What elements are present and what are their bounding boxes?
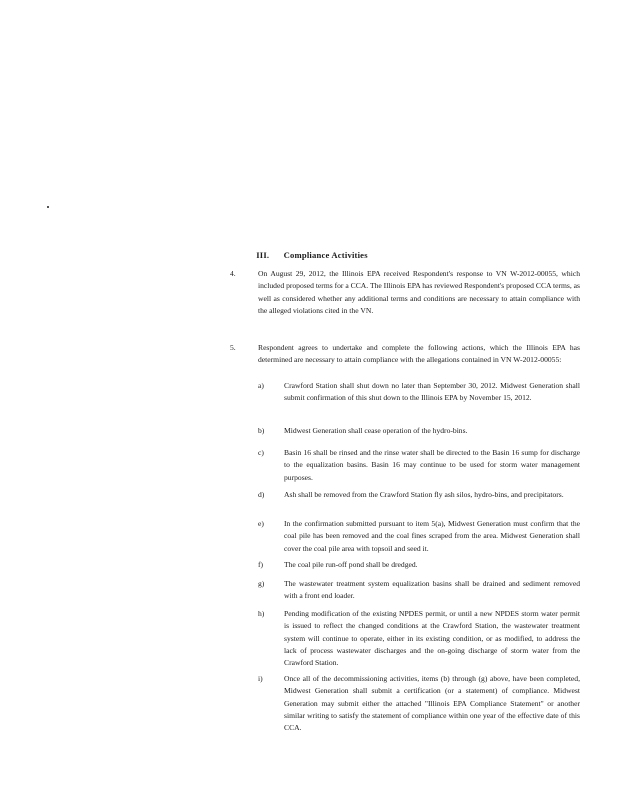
action-letter: e) [258, 519, 264, 528]
action-letter: h) [258, 609, 265, 618]
action-text: Ash shall be removed from the Crawford Station fly ash silos, hydro-bins, and precipitators. [284, 490, 564, 499]
action-text: The coal pile run-off pond shall be dredged. [284, 560, 418, 569]
action-text: Midwest Generation shall cease operation of the hydro-bins. [284, 426, 468, 435]
action-text: In the confirmation submitted pursuant to item 5(a), Midwest Generation must confirm that the coal pile has been removed and the coal fines scraped from the area. Midwest Generation shall cover the coal pile area with topsoil and seed it. [284, 519, 580, 553]
action-text: Crawford Station shall shut down no later than September 30, 2012. Midwest Generation shall submit confirmation of this shut down to the Illinois EPA by November 15, 2012. [284, 381, 580, 403]
action-letter: f) [258, 560, 264, 569]
section-title: Compliance Activities [283, 250, 368, 260]
action-letter: c) [258, 448, 264, 457]
section-heading [0, 250, 624, 260]
scan-speck [47, 206, 49, 208]
section-number: III. [256, 250, 270, 260]
action-letter: g) [258, 579, 265, 588]
paragraph-text: Respondent agrees to undertake and complete the following actions, which the Illinois EPA has determined are necessary to attain compliance with the allegations contained in VN W-2012-00055: [258, 343, 580, 365]
action-letter: a) [258, 381, 264, 390]
paragraph-text: On August 29, 2012, the Illinois EPA received Respondent's response to VN W-2012-00055, which included proposed terms for a CCA. The Illinois EPA has reviewed Respondent's proposed CCA terms, as well as considered whether any additional terms and conditions are necessary to attain compliance with the alleged violations cited in the VN. [258, 269, 580, 315]
action-text: Basin 16 shall be rinsed and the rinse water shall be directed to the Basin 16 sump for discharge to the equalization basins. Basin 16 may continue to be used for storm water management purposes. [284, 448, 580, 482]
action-text: The wastewater treatment system equalization basins shall be drained and sediment removed with a front end loader. [284, 579, 580, 601]
paragraph-number: 4. [230, 269, 236, 278]
action-letter: d) [258, 490, 265, 499]
action-letter: i) [258, 674, 263, 683]
action-letter: b) [258, 426, 265, 435]
paragraph-number: 5. [230, 343, 236, 352]
action-text: Pending modification of the existing NPDES permit, or until a new NPDES storm water permit is issued to reflect the changed conditions at the Crawford Station, the wastewater treatment system will continue to operate, either in its existing condition, or as modified, to address the lack of process wastewater discharges and the on-going discharge of storm water from the Crawford Station. [284, 609, 580, 668]
action-text: Once all of the decommissioning activities, items (b) through (g) above, have been completed, Midwest Generation shall submit a certification (or a statement) of compliance. Midwest Generation may submit either the attached "Illinois EPA Compliance Statement" or another similar writing to satisfy the statement of compliance within one year of the effective date of this CCA. [284, 674, 580, 733]
